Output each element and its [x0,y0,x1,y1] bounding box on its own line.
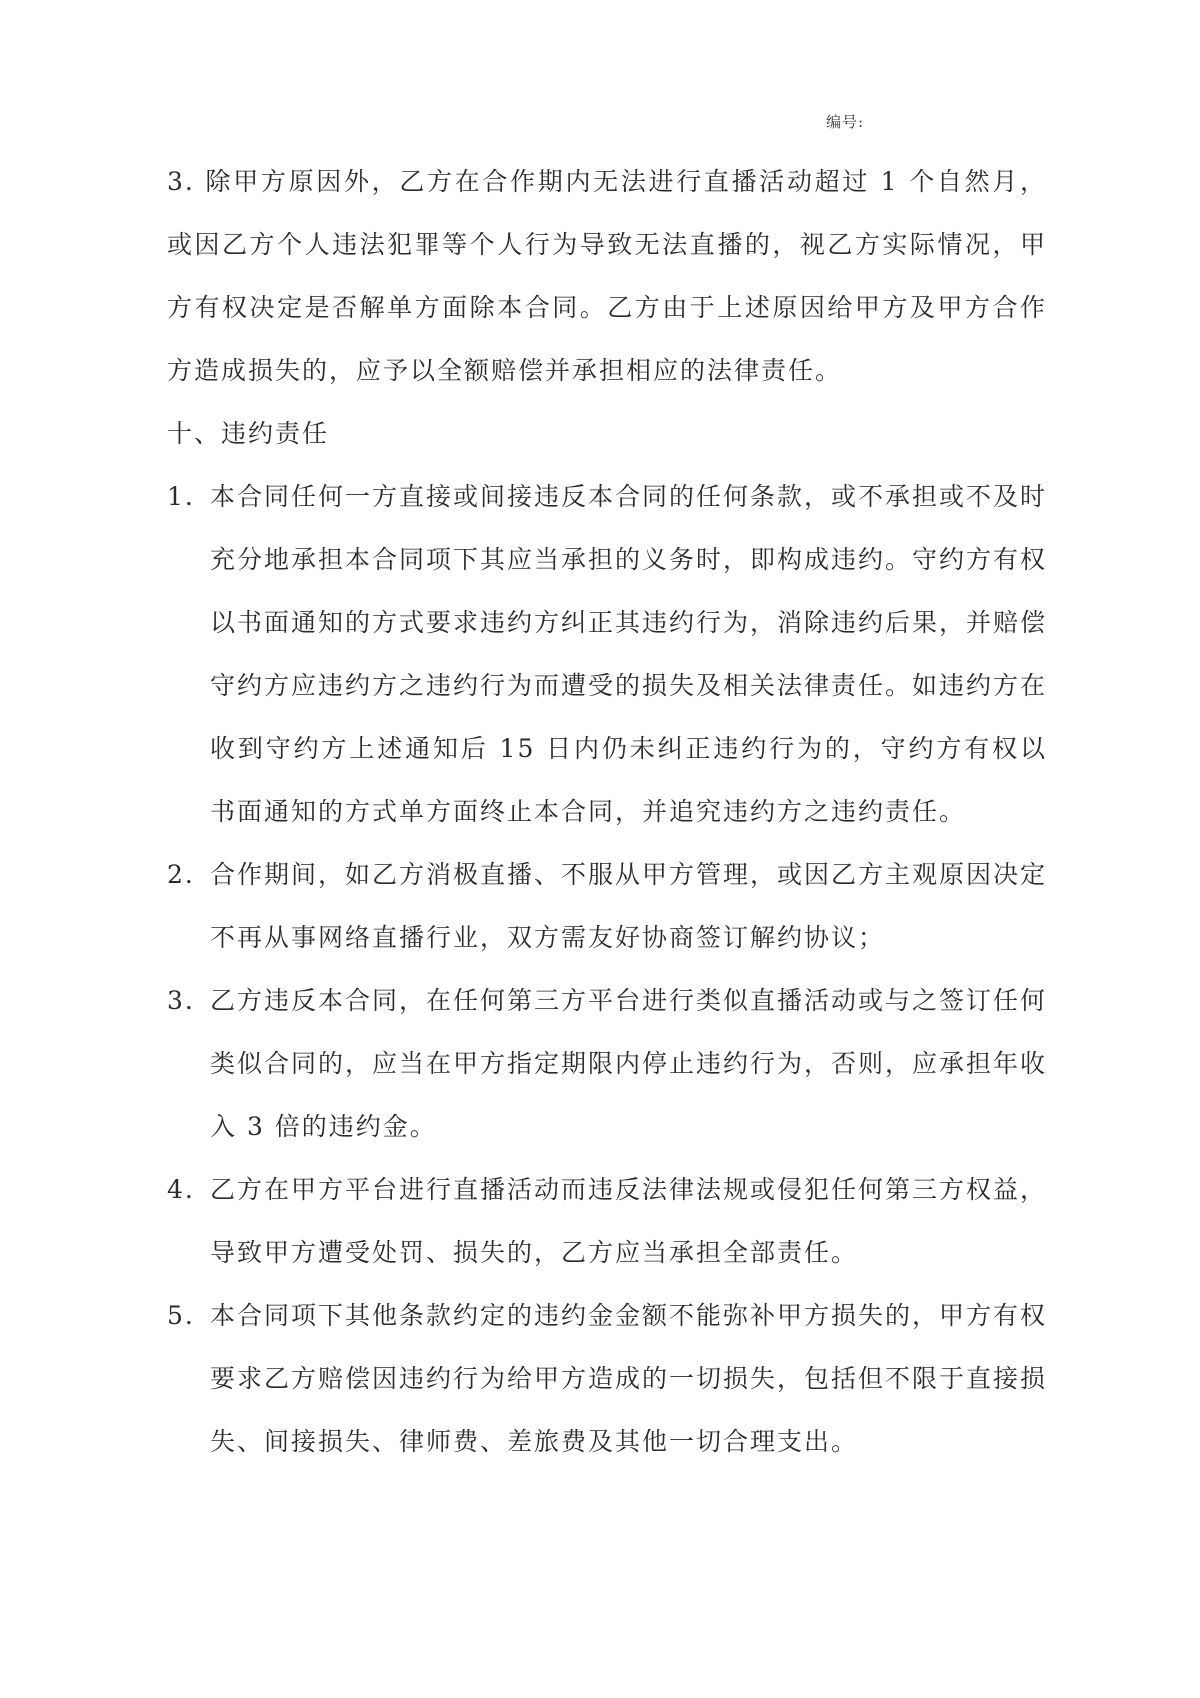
list-item-number: 5. [167,1301,195,1330]
list-item-number: 3. [167,986,195,1015]
list-item-text: 乙方在甲方平台进行直播活动而违反法律法规或侵犯任何第三方权益，导致甲方遭受处罚、损失的，乙方应当承担全部责任。 [210,1175,1048,1267]
list-item [167,1158,1047,1284]
clause-number: 3. [167,167,195,196]
section-title: 十、违约责任 [167,419,330,448]
contract-body [167,150,1047,1473]
serial-number-label: 编号: [826,113,865,131]
list-item [167,843,1047,969]
continued-clause [167,150,1047,402]
list-item [167,969,1047,1158]
list-item-text: 乙方违反本合同，在任何第三方平台进行类似直播活动或与之签订任何类似合同的，应当在甲方指定期限内停止违约行为，否则，应承担年收入 3 倍的违约金。 [210,986,1048,1141]
clause-text: 除甲方原因外，乙方在合作期内无法进行直播活动超过 1 个自然月，或因乙方个人违法犯罪等个人行为导致无法直播的，视乙方实际情况，甲方有权决定是否解单方面除本合同。乙方由于上述原因给甲方及甲方合作方造成损失的，应予以全额赔偿并承担相应的法律责任。 [167,167,1047,385]
list-item-number: 1. [167,482,195,511]
list-item-text: 合作期间，如乙方消极直播、不服从甲方管理，或因乙方主观原因决定不再从事网络直播行业，双方需友好协商签订解约协议； [210,860,1048,952]
list-item-number: 4. [167,1175,195,1204]
list-item-text: 本合同项下其他条款约定的违约金金额不能弥补甲方损失的，甲方有权要求乙方赔偿因违约行为给甲方造成的一切损失，包括但不限于直接损失、间接损失、律师费、差旅费及其他一切合理支出。 [210,1301,1048,1456]
list-item [167,465,1047,843]
list-item [167,1284,1047,1473]
list-item-text: 本合同任何一方直接或间接违反本合同的任何条款，或不承担或不及时充分地承担本合同项下其应当承担的义务时，即构成违约。守约方有权以书面通知的方式要求违约方纠正其违约行为，消除违约后果，并赔偿守约方应违约方之违约行为而遭受的损失及相关法律责任。如违约方在收到守约方上述通知后 15 日内仍未纠正违约行为的，守约方有权以书面通知的方式单方面终止本合同，并追究违约方之违约责任。 [210,482,1048,826]
list-item-number: 2. [167,860,195,889]
